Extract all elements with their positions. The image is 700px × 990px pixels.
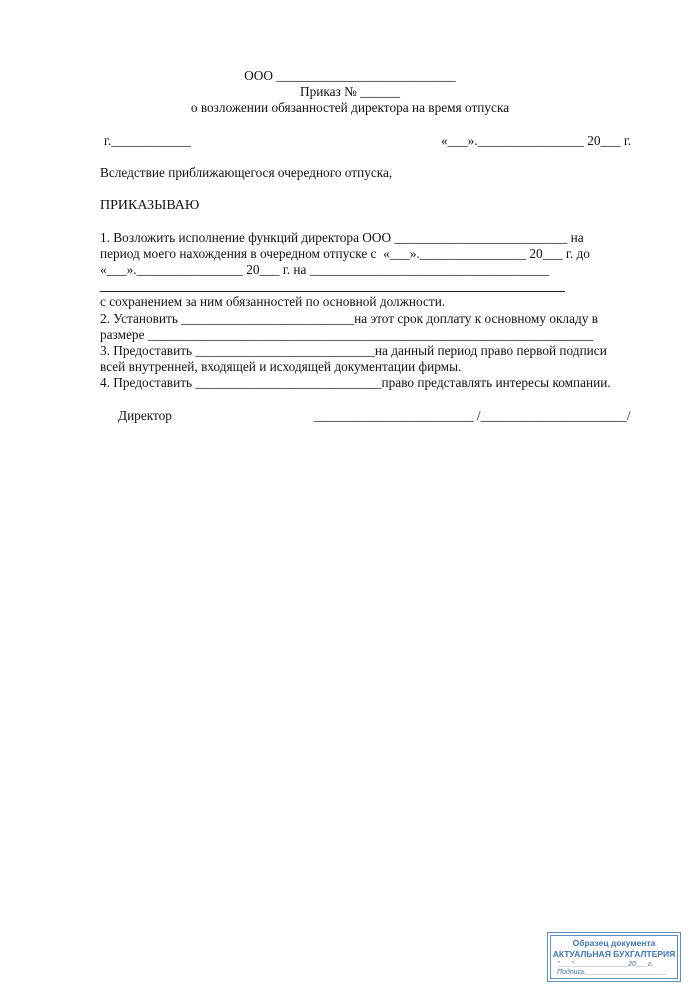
item-2-line-1: 2. Установить __________________________на этот срок доплату к основному окладу в [100, 311, 598, 326]
blank-rule [100, 291, 565, 292]
order-title: Приказ № ______ [299, 84, 400, 99]
order-word: ПРИКАЗЫВАЮ [100, 198, 200, 213]
signature-role: Директор [118, 408, 172, 423]
date-field: «___».________________ 20___ г. [441, 133, 632, 148]
sample-stamp [547, 932, 681, 982]
order-subject: о возложении обязанностей директора на время отпуска [190, 100, 510, 115]
city-field: г.____________ [104, 133, 192, 148]
item-2-line-2: размере ___________________________________________________________________ [100, 327, 594, 342]
stamp-brand: АКТУАЛЬНАЯ БУХГАЛТЕРИЯ [552, 949, 676, 959]
signature-lines: ________________________ /______________________/ [314, 408, 631, 423]
item-1-line-3: «___».________________ 20___ г. на ____________________________________ [100, 262, 550, 277]
item-4-line-1: 4. Предоставить ____________________________право представлять интересы компании. [100, 375, 611, 390]
item-3-line-2: всей внутренней, входящей и исходящей документации фирмы. [100, 359, 462, 374]
stamp-caption: Образец документа [572, 938, 656, 948]
item-1-line-1: 1. Возложить исполнение функций директора ООО __________________________ на [100, 230, 584, 245]
item-1-line-4: с сохранением за ним обязанностей по основной должности. [100, 294, 446, 309]
preamble-text: Вследствие приближающегося очередного отпуска, [100, 165, 393, 180]
organization-line: ООО ___________________________ [244, 68, 456, 83]
item-3-line-1: 3. Предоставить ___________________________на данный период право первой подписи [100, 343, 607, 358]
sample-stamp-frame [550, 935, 678, 979]
item-1-line-2: период моего нахождения в очередном отпуске с «___».________________ 20___ г. до [100, 246, 590, 261]
stamp-date-line: "___"______________20___г. [557, 961, 654, 968]
stamp-signature-line: Подпись_____________________ [557, 969, 667, 976]
